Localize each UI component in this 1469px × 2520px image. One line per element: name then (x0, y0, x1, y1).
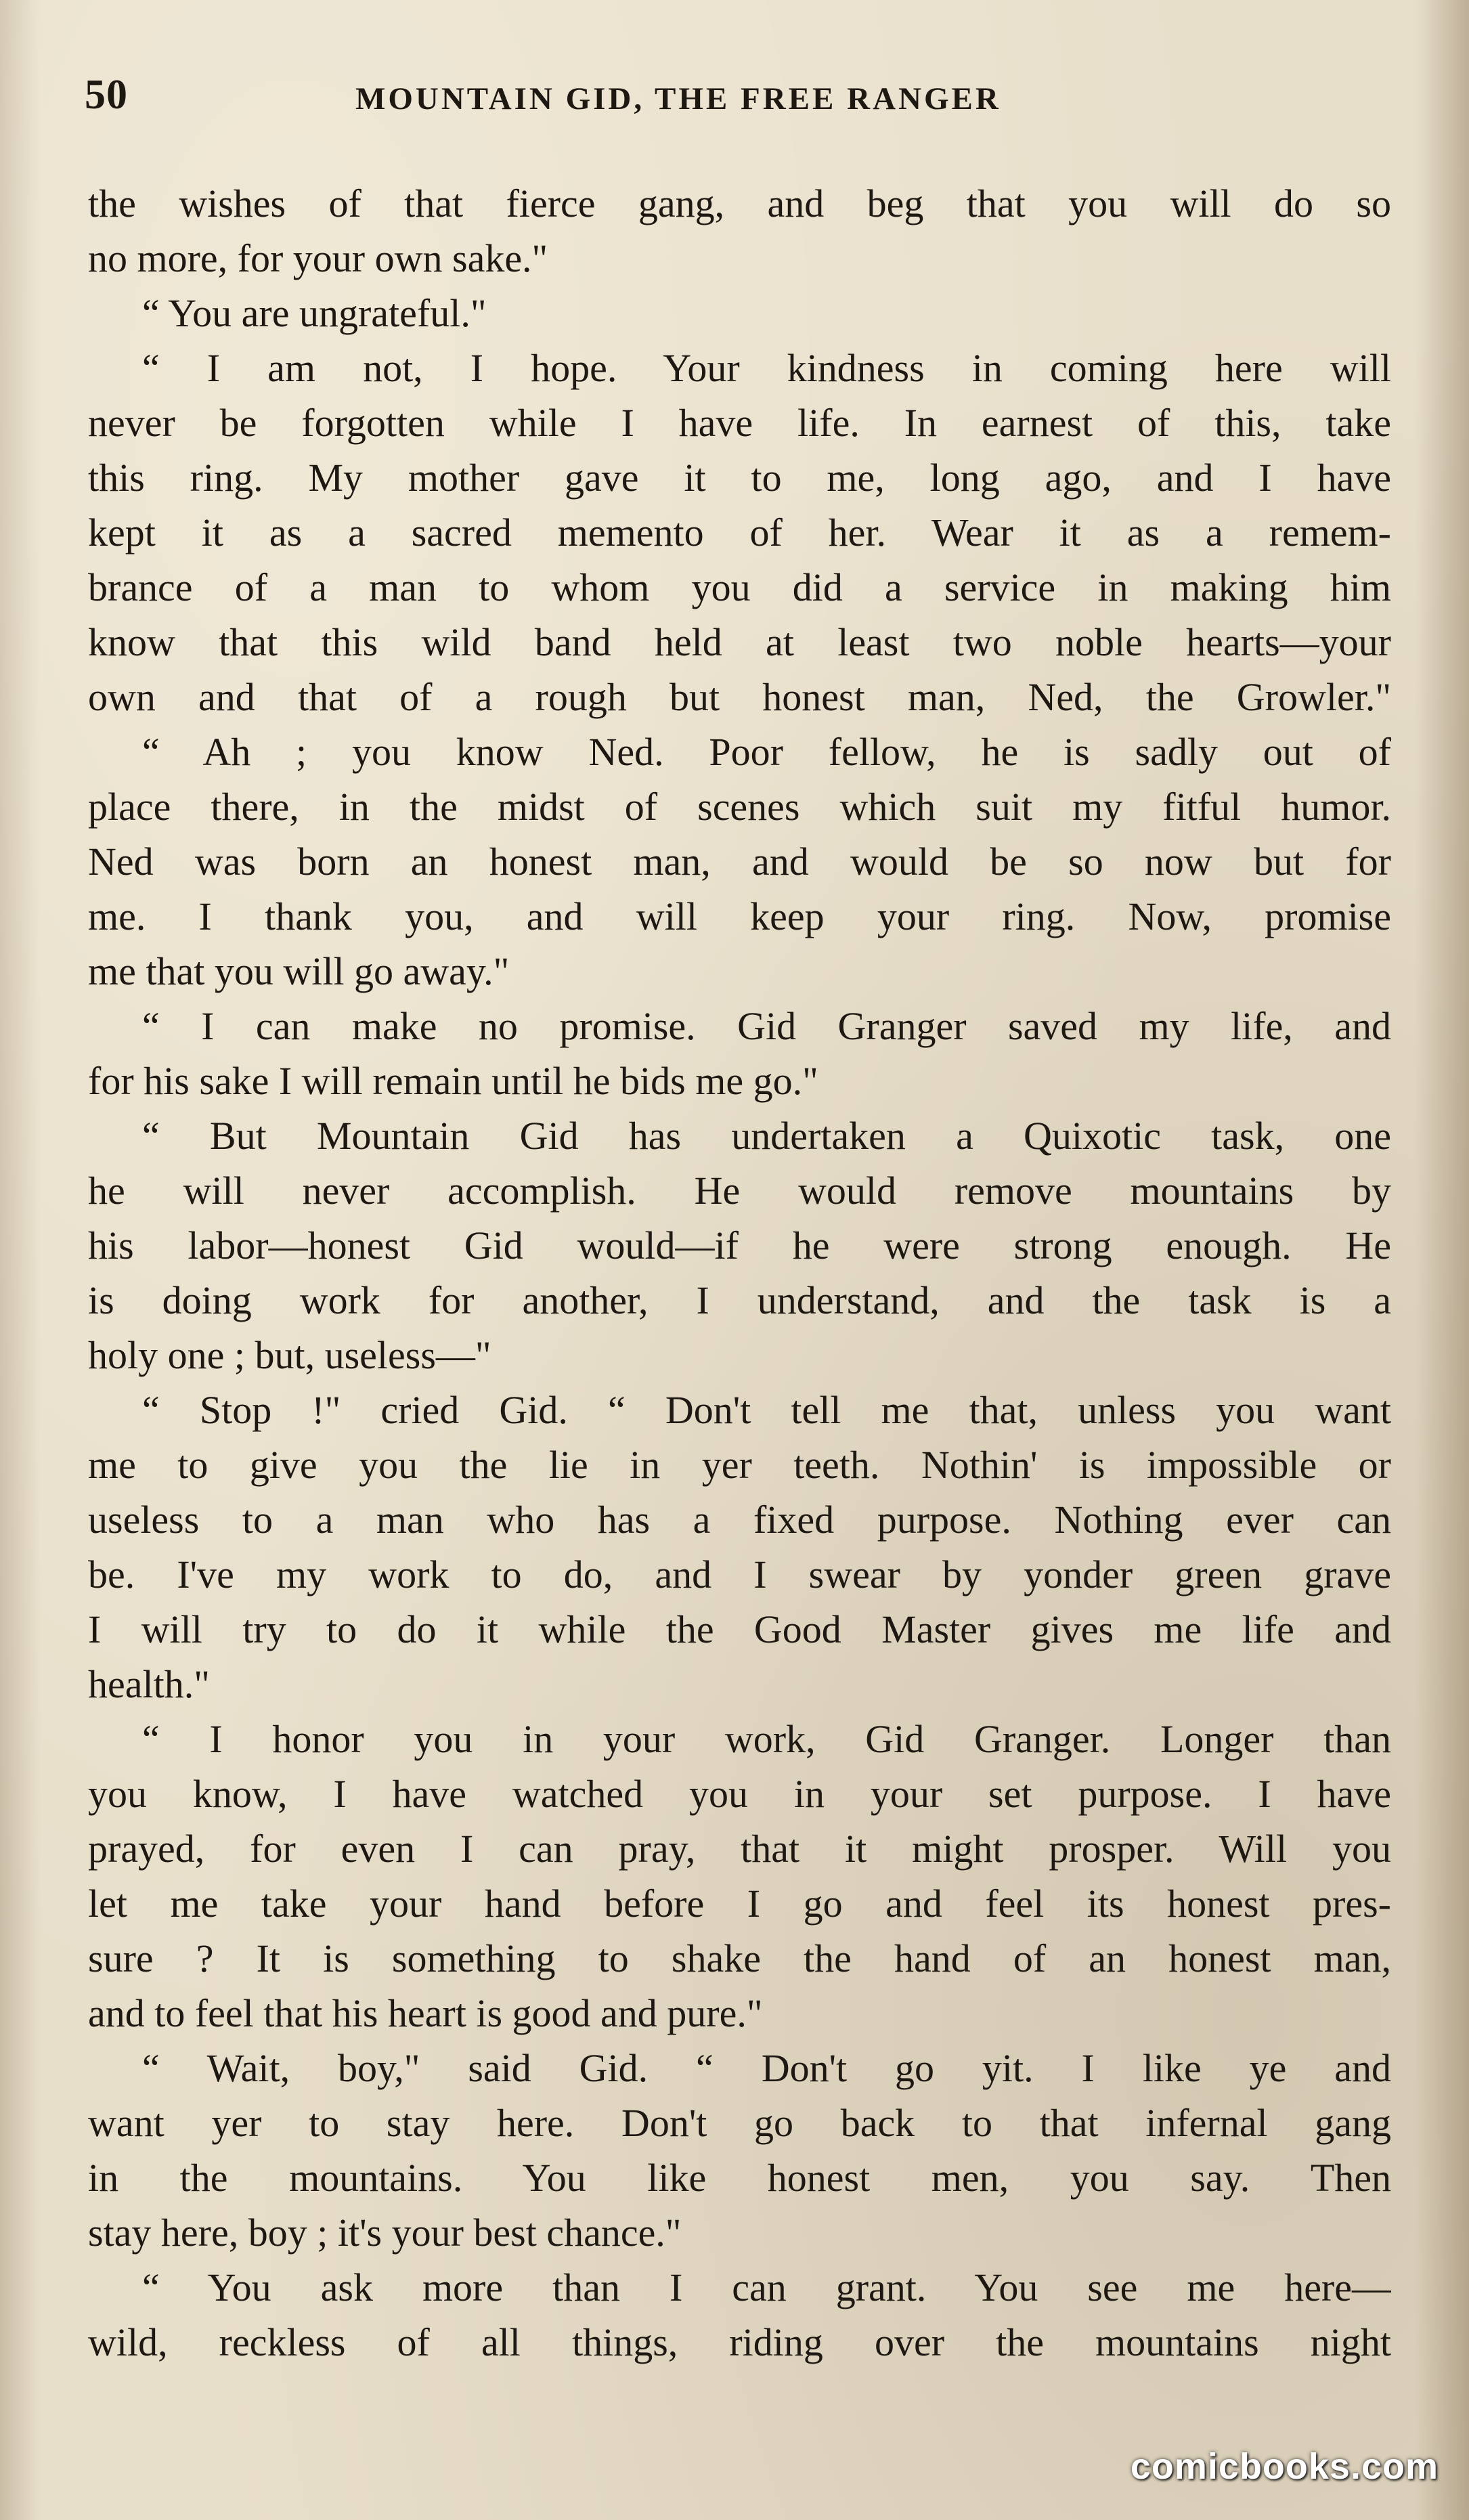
text-line: he will never accomplish. He would remove mountains by (88, 1169, 1391, 1213)
text-line: this ring. My mother gave it to me, long ago, and I have (88, 456, 1391, 500)
text-line: and to feel that his heart is good and pure." (88, 1991, 763, 2035)
text-line: in the mountains. You like honest men, you say. Then (88, 2156, 1391, 2200)
text-line: “ I honor you in your work, Gid Granger. Longer than (142, 1717, 1391, 1761)
text-line: want yer to stay here. Don't go back to that infernal gang (88, 2101, 1391, 2145)
text-line: no more, for your own sake." (88, 236, 548, 280)
text-line: “ Stop !" cried Gid. “ Don't tell me that, unless you want (142, 1388, 1391, 1432)
text-line: me. I thank you, and will keep your ring. Now, promise (88, 894, 1391, 938)
text-line: never be forgotten while I have life. In earnest of this, take (88, 401, 1391, 445)
text-line: brance of a man to whom you did a service in making him (88, 565, 1391, 609)
watermark: comicbooks.com (1130, 2446, 1439, 2487)
text-line: “ I am not, I hope. Your kindness in coming here will (142, 346, 1391, 390)
text-line: “ I can make no promise. Gid Granger saved my life, and (142, 1004, 1391, 1048)
text-line: health." (88, 1662, 210, 1706)
text-line: is doing work for another, I understand, and the task is a (88, 1278, 1391, 1322)
text-line: the wishes of that fierce gang, and beg that you will do so (88, 181, 1391, 225)
text-line: stay here, boy ; it's your best chance." (88, 2211, 682, 2255)
text-line: me to give you the lie in yer teeth. Nothin' is impossible or (88, 1443, 1391, 1487)
text-line: let me take your hand before I go and feel its honest pres- (88, 1882, 1391, 1926)
text-line: kept it as a sacred memento of her. Wear it as a remem- (88, 510, 1391, 555)
text-line: “ Wait, boy," said Gid. “ Don't go yit. I like ye and (142, 2046, 1391, 2090)
page-number: 50 (85, 72, 128, 118)
text-line: own and that of a rough but honest man, Ned, the Growler." (88, 675, 1391, 719)
text-line: wild, reckless of all things, riding over the mountains night (88, 2320, 1391, 2364)
running-head: MOUNTAIN GID, THE FREE RANGER (355, 81, 1001, 116)
text-line: holy one ; but, useless—" (88, 1333, 491, 1377)
text-line: for his sake I will remain until he bids me go." (88, 1059, 818, 1103)
text-line: “ You are ungrateful." (142, 291, 487, 335)
body-text (88, 176, 1391, 2370)
text-line: “ But Mountain Gid has undertaken a Quixotic task, one (142, 1114, 1391, 1158)
text-line: me that you will go away." (88, 949, 510, 993)
text-line: Ned was born an honest man, and would be so now but for (88, 840, 1391, 884)
text-line: I will try to do it while the Good Master gives me life and (88, 1607, 1391, 1651)
text-line: “ You ask more than I can grant. You see me here— (142, 2265, 1391, 2309)
text-line: prayed, for even I can pray, that it might prosper. Will you (88, 1827, 1391, 1871)
text-line: sure ? It is something to shake the hand of an honest man, (88, 1936, 1391, 1980)
text-line: “ Ah ; you know Ned. Poor fellow, he is sadly out of (142, 730, 1391, 774)
text-line: be. I've my work to do, and I swear by yonder green grave (88, 1552, 1391, 1596)
text-line: place there, in the midst of scenes which suit my fitful humor. (88, 785, 1391, 829)
page-header (85, 71, 1395, 125)
text-line: useless to a man who has a fixed purpose. Nothing ever can (88, 1498, 1391, 1542)
text-line: his labor—honest Gid would—if he were strong enough. He (88, 1223, 1391, 1267)
text-line: know that this wild band held at least two noble hearts—your (88, 620, 1391, 664)
text-line: you know, I have watched you in your set purpose. I have (88, 1772, 1391, 1816)
